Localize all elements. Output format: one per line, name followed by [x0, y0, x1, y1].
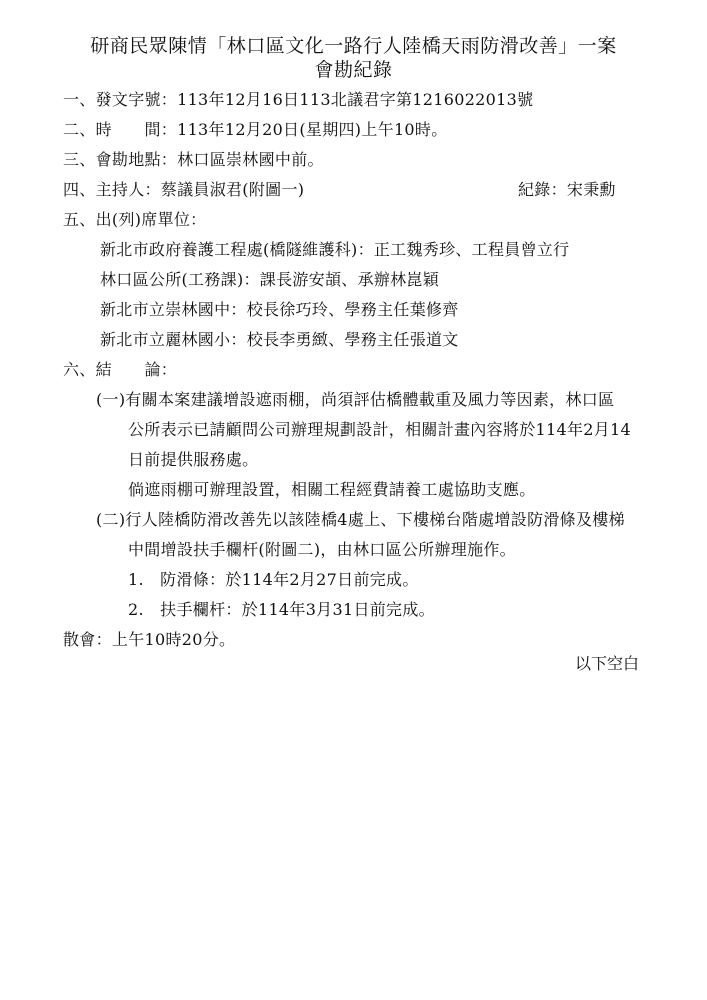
conclusion-2-line1: (二)行人陸橋防滑改善先以該陸橋4處上、下樓梯台階處增設防滑條及樓梯	[96, 510, 625, 529]
conclusion-1-line4: 倘遮雨棚可辦理設置，相關工程經費請養工處協助支應。	[128, 480, 536, 499]
conclusion-1-line3: 日前提供服務處。	[128, 450, 259, 469]
attendees-heading: 五、出(列)席單位：	[63, 210, 207, 229]
conclusion-2-sub2: 2. 扶手欄杆：於114年3月31日前完成。	[128, 600, 435, 619]
attendee-item: 新北市政府養護工程處(橋隧維護科)：正工魏秀珍、工程員曾立行	[100, 240, 570, 259]
attendee-item: 新北市立麗林國小：校長李勇緻、學務主任張道文	[100, 330, 459, 349]
meeting-time-line: 二、時 間：113年12月20日(星期四)上午10時。	[63, 120, 448, 139]
conclusion-heading: 六、結 論：	[63, 360, 178, 379]
meeting-location-line: 三、會勘地點：林口區崇林國中前。	[63, 150, 324, 169]
conclusion-1-line1: (一)有關本案建議增設遮雨棚，尚須評估橋體載重及風力等因素，林口區	[96, 390, 615, 409]
end-mark: 以下空白	[574, 654, 639, 673]
conclusion-2-line2: 中間增設扶手欄杆(附圖二)，由林口區公所辦理施作。	[128, 540, 516, 559]
attendee-item: 新北市立崇林國中：校長徐巧玲、學務主任葉修齊	[100, 300, 459, 319]
recorder-line: 紀錄：宋秉勳	[518, 180, 616, 199]
document-title-line1: 研商民眾陳情「林口區文化一路行人陸橋天雨防滑改善」一案	[90, 35, 617, 57]
host-line: 四、主持人：蔡議員淑君(附圖一)	[63, 180, 305, 199]
conclusion-1-line2: 公所表示已請顧問公司辦理規劃設計，相關計畫內容將於114年2月14	[128, 420, 631, 439]
doc-number-line: 一、發文字號：113年12月16日113北議君字第1216022013號	[63, 90, 534, 109]
document-title-line2: 會勘紀錄	[314, 59, 393, 81]
attendee-item: 林口區公所(工務課)：課長游安頡、承辦林崑穎	[100, 270, 440, 289]
adjourn-line: 散會：上午10時20分。	[63, 630, 236, 649]
conclusion-2-sub1: 1. 防滑條：於114年2月27日前完成。	[128, 570, 419, 589]
